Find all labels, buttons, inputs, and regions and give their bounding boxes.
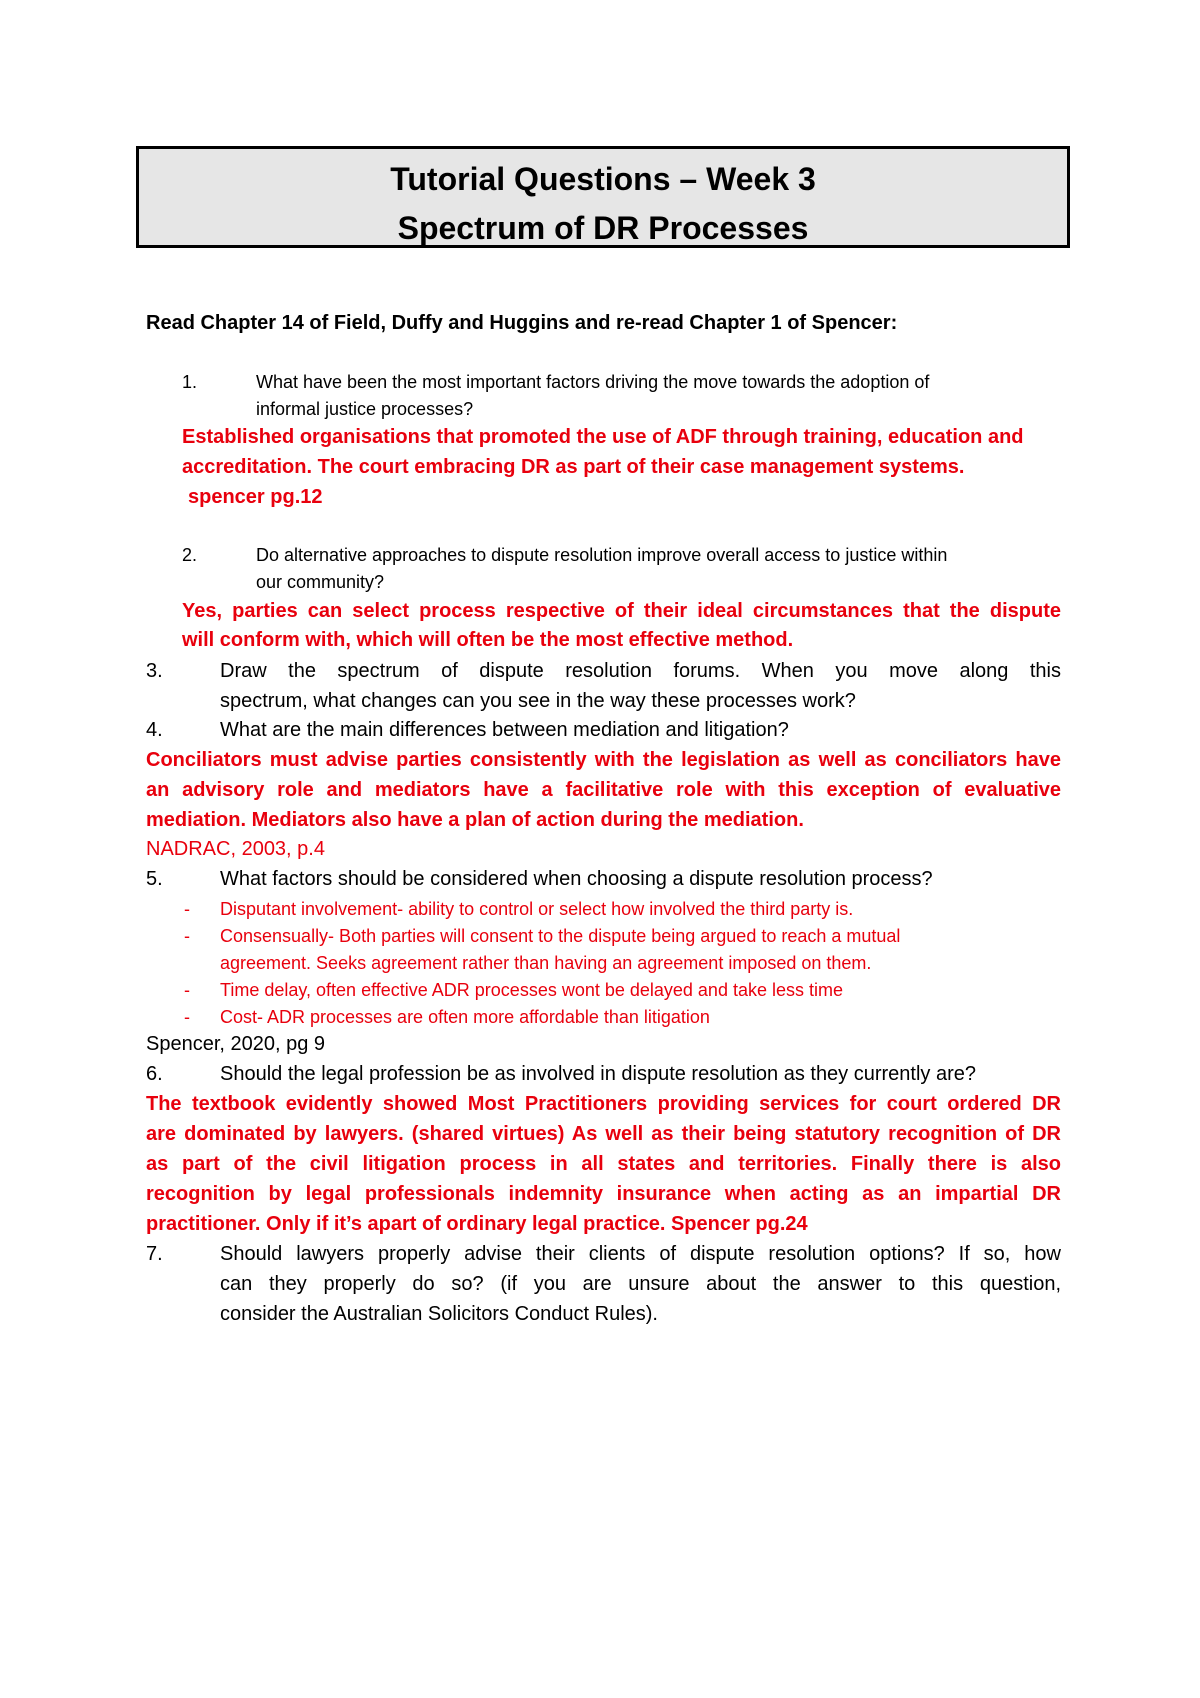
q4-number: 4.: [146, 719, 163, 741]
q6-answer-line-2: are dominated by lawyers. (shared virtues) As well as their being statutory recognition of DR: [146, 1123, 1061, 1145]
q5-bullet-dash: -: [184, 926, 190, 946]
q1-answer-line-1: Established organisations that promoted the use of ADF through training, education and: [182, 426, 1024, 448]
q5-bullet-text: Consensually- Both parties will consent to the dispute being argued to reach a mutual: [220, 926, 901, 946]
q5-bullet-dash: -: [184, 980, 190, 1000]
q1-number: 1.: [182, 372, 198, 392]
q5-source: Spencer, 2020, pg 9: [146, 1033, 326, 1055]
q7-text-line-3: consider the Australian Solicitors Conduct Rules).: [220, 1303, 658, 1325]
q5-bullet-dash: -: [184, 899, 190, 919]
title-line-1: Tutorial Questions – Week 3: [390, 161, 816, 197]
q2-number: 2.: [182, 545, 198, 565]
q5-bullet-text: Disputant involvement- ability to control or select how involved the third party is.: [220, 899, 854, 919]
q6-number: 6.: [146, 1063, 163, 1085]
q6-answer-line-1: The textbook evidently showed Most Practitioners providing services for court ordered DR: [146, 1093, 1061, 1115]
q1-text-line-2: informal justice processes?: [256, 399, 474, 419]
q5-bullet-text: Time delay, often effective ADR processes wont be delayed and take less time: [220, 980, 843, 1000]
q1-text-line-1: What have been the most important factors driving the move towards the adoption of: [256, 372, 930, 392]
q7-number: 7.: [146, 1243, 163, 1265]
q6-answer-line-5: practitioner. Only if it’s apart of ordinary legal practice. Spencer pg.24: [146, 1213, 808, 1235]
q3-text-line-2: spectrum, what changes can you see in the way these processes work?: [220, 690, 856, 712]
q5-bullet-text-continued: agreement. Seeks agreement rather than having an agreement imposed on them.: [220, 953, 872, 973]
q4-text-line-1: What are the main differences between mediation and litigation?: [220, 719, 789, 741]
q2-answer-line-2: will conform with, which will often be the most effective method.: [182, 629, 794, 651]
q3-text-line-1: Draw the spectrum of dispute resolution forums. When you move along this: [220, 660, 1061, 682]
q5-bullet-text: Cost- ADR processes are often more affordable than litigation: [220, 1007, 710, 1027]
q1-answer-line-2: accreditation. The court embracing DR as part of their case management systems.: [182, 456, 965, 478]
q5-text-line-1: What factors should be considered when choosing a dispute resolution process?: [220, 868, 933, 890]
intro-text: Read Chapter 14 of Field, Duffy and Huggins and re-read Chapter 1 of Spencer:: [146, 312, 898, 334]
q4-answer-line-3: mediation. Mediators also have a plan of action during the mediation.: [146, 809, 804, 831]
q5-bullet-dash: -: [184, 1007, 190, 1027]
q5-number: 5.: [146, 868, 163, 890]
q7-text-line-1: Should lawyers properly advise their clients of dispute resolution options? If so, how: [220, 1243, 1061, 1265]
q2-text-line-1: Do alternative approaches to dispute resolution improve overall access to justice within: [256, 545, 948, 565]
q7-text-line-2: can they properly do so? (if you are unsure about the answer to this question,: [220, 1273, 1061, 1295]
q4-answer-line-2: an advisory role and mediators have a facilitative role with this exception of evaluative: [146, 779, 1061, 801]
q2-text-line-2: our community?: [256, 572, 385, 592]
q3-number: 3.: [146, 660, 163, 682]
q6-answer-line-4: recognition by legal professionals indemnity insurance when acting as an impartial DR: [146, 1183, 1061, 1205]
q6-answer-line-3: as part of the civil litigation process in all states and territories. Finally there is also: [146, 1153, 1061, 1175]
q1-answer-source: spencer pg.12: [188, 486, 323, 508]
q4-answer-line-1: Conciliators must advise parties consistently with the legislation as well as conciliators have: [146, 749, 1061, 771]
title-line-2: Spectrum of DR Processes: [397, 210, 809, 246]
title-box: [136, 146, 1070, 248]
q6-text-line-1: Should the legal profession be as involved in dispute resolution as they currently are?: [220, 1063, 977, 1085]
q4-answer-source: NADRAC, 2003, p.4: [146, 838, 325, 860]
q2-answer-line-1: Yes, parties can select process respective of their ideal circumstances that the dispute: [182, 600, 1061, 622]
